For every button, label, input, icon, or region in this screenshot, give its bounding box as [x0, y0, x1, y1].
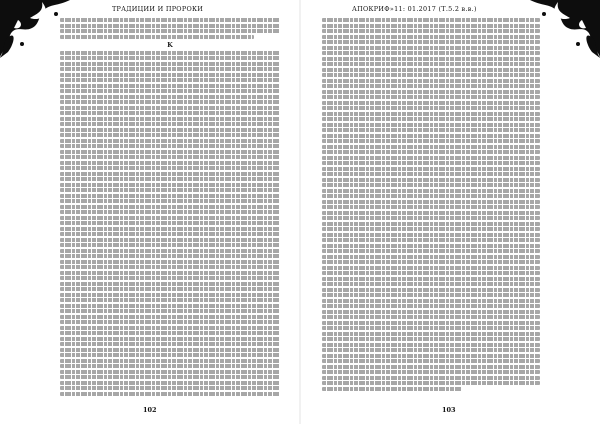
- right-corner-ornament: [530, 0, 600, 58]
- right-page: [300, 0, 600, 424]
- page-number: 102: [143, 406, 157, 414]
- paragraph: [322, 18, 540, 391]
- running-header: ТРАДИЦИИ И ПРОРОКИ: [112, 5, 204, 13]
- paragraph: [60, 51, 280, 397]
- body-text-right: [322, 18, 540, 396]
- body-text-left: [60, 18, 280, 396]
- section-letter: K: [167, 40, 173, 49]
- paragraph: [60, 18, 280, 39]
- running-header: АПОКРИФ»11: 01.2017 (Т.5.2 в.в.): [352, 5, 477, 13]
- page-number: 103: [442, 406, 456, 414]
